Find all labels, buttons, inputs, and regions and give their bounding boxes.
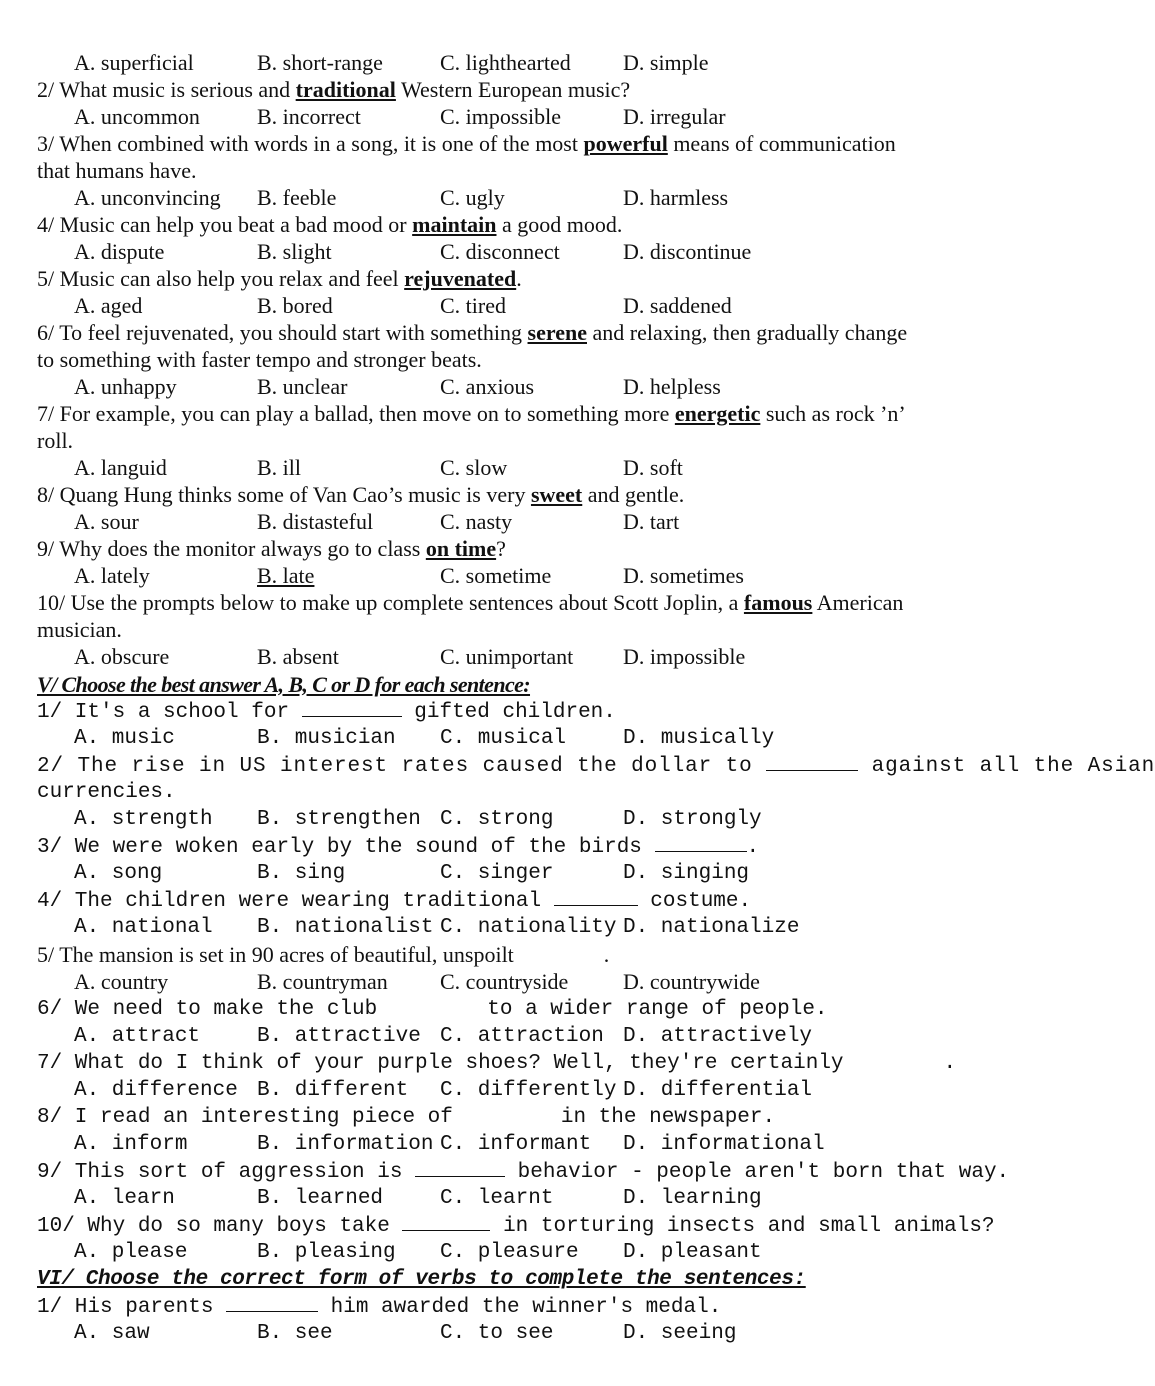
option-a: A. sour — [74, 509, 139, 534]
option-a: A. attract — [74, 1025, 201, 1048]
keyword: sweet — [530, 482, 583, 507]
v-q7-options — [37, 1077, 994, 1104]
keyword: maintain — [412, 212, 497, 237]
v-q5-stem: 5/ The mansion is set in 90 acres of beautiful, unspoilt . — [37, 942, 610, 967]
v-q4-options — [37, 914, 994, 941]
option-b: B. musician — [257, 727, 396, 750]
option-a: A. national — [74, 916, 213, 939]
iv-q6-options — [37, 373, 994, 400]
option-b: B. strengthen — [257, 808, 421, 831]
v-q4-stem: 4/ The children were wearing traditional costume. — [37, 887, 994, 914]
option-c: C. strong — [440, 808, 554, 831]
option-c: C. informant — [440, 1133, 592, 1156]
iv-q3-options — [37, 184, 994, 211]
answer-blank[interactable] — [415, 1158, 505, 1177]
option-c: C. learnt — [440, 1187, 554, 1210]
option-c: C. lighthearted — [440, 50, 571, 75]
option-a: A. uncommon — [74, 104, 200, 129]
v-q9-options — [37, 1185, 994, 1212]
keyword: serene — [527, 320, 587, 345]
v-q7-stem: 7/ What do I think of your purple shoes? Well, they're certainly . — [37, 1052, 957, 1075]
option-b: B. bored — [257, 293, 333, 318]
option-c: C. nasty — [440, 509, 513, 534]
option-a: A. unconvincing — [74, 185, 221, 210]
option-a: A. unhappy — [74, 374, 177, 399]
iv-q9-stem: 9/ Why does the monitor always go to class on time? — [37, 536, 506, 561]
v-q2-stem: 2/ The rise in US interest rates caused the dollar to against all the Asian — [37, 752, 994, 779]
option-c: C. pleasure — [440, 1241, 579, 1264]
option-d: D. soft — [623, 455, 683, 480]
option-b: B. feeble — [257, 185, 337, 210]
keyword: famous — [743, 590, 813, 615]
iv-q6-stem-cont: to something with faster tempo and stronger beats. — [37, 347, 482, 372]
option-d: D. nationalize — [623, 916, 800, 939]
answer-blank[interactable] — [226, 1293, 318, 1312]
option-d: D. musically — [623, 727, 775, 750]
option-b: B. attractive — [257, 1025, 421, 1048]
answer-blank[interactable] — [655, 833, 747, 852]
keyword: rejuvenated — [404, 266, 517, 291]
option-b: B. slight — [257, 239, 332, 264]
option-b: B. learned — [257, 1187, 384, 1210]
option-d: D. learning — [623, 1187, 762, 1210]
iv-q7-stem: 7/ For example, you can play a ballad, then move on to something more energetic such as rock ’n’ — [37, 401, 906, 426]
option-c: C. differently — [440, 1079, 617, 1102]
option-d: D. helpless — [623, 374, 721, 399]
iv-q1-options — [37, 49, 994, 76]
option-d: D. differential — [623, 1079, 813, 1102]
answer-blank[interactable] — [402, 1212, 490, 1231]
iv-q10-options — [37, 643, 994, 670]
answer-blank[interactable] — [554, 887, 638, 906]
iv-q3-stem: 3/ When combined with words in a song, it is one of the most powerful means of communication — [37, 131, 896, 156]
option-c: C. singer — [440, 862, 554, 885]
option-b: B. nationalist — [257, 916, 434, 939]
option-c: C. nationality — [440, 916, 617, 939]
iv-q8-stem: 8/ Quang Hung thinks some of Van Cao’s music is very sweet and gentle. — [37, 482, 685, 507]
v-q8-stem: 8/ I read an interesting piece of in the newspaper. — [37, 1106, 776, 1129]
v-q1-stem: 1/ It's a school for gifted children. — [37, 698, 994, 725]
option-d: D. saddened — [623, 293, 732, 318]
iv-q4-options — [37, 238, 994, 265]
option-a: A. aged — [74, 293, 143, 318]
option-a: A. superficial — [74, 50, 194, 75]
option-c: C. musical — [440, 727, 567, 750]
v-q10-options — [37, 1239, 994, 1266]
iv-q5-stem: 5/ Music can also help you relax and feel rejuvenated. — [37, 266, 522, 291]
option-d: D. discontinue — [623, 239, 752, 264]
keyword: on time — [425, 536, 497, 561]
option-c: C. attraction — [440, 1025, 604, 1048]
option-b: B. sing — [257, 862, 346, 885]
iv-q10-stem: 10/ Use the prompts below to make up complete sentences about Scott Joplin, a famous American — [37, 590, 904, 615]
option-d: D. singing — [623, 862, 750, 885]
option-a: A. please — [74, 1241, 188, 1264]
iv-q2-options — [37, 103, 994, 130]
option-b: B. late — [257, 563, 315, 588]
option-a: A. inform — [74, 1133, 188, 1156]
option-a: A. strength — [74, 808, 213, 831]
v-q5-options — [37, 968, 994, 995]
option-a: A. dispute — [74, 239, 165, 264]
iv-q3-stem-cont: that humans have. — [37, 158, 197, 183]
v-q2-options — [37, 806, 994, 833]
keyword: traditional — [295, 77, 396, 102]
option-a: A. song — [74, 862, 163, 885]
option-b: B. absent — [257, 644, 339, 669]
option-c: C. anxious — [440, 374, 535, 399]
option-d: D. simple — [623, 50, 709, 75]
option-a: A. difference — [74, 1079, 238, 1102]
iv-q5-options — [37, 292, 994, 319]
v-q6-stem: 6/ We need to make the club to a wider range of people. — [37, 998, 828, 1021]
option-c: C. tired — [440, 293, 506, 318]
option-d: D. strongly — [623, 808, 762, 831]
iv-q4-stem: 4/ Music can help you beat a bad mood or maintain a good mood. — [37, 212, 623, 237]
option-b: B. ill — [257, 455, 302, 480]
option-a: A. languid — [74, 455, 167, 480]
option-b: B. short-range — [257, 50, 383, 75]
option-c: C. unimportant — [440, 644, 574, 669]
option-d: D. countrywide — [623, 969, 760, 994]
v-q1-options — [37, 725, 994, 752]
option-d: D. informational — [623, 1133, 825, 1156]
option-b: B. information — [257, 1133, 434, 1156]
answer-blank[interactable] — [302, 698, 402, 717]
option-a: A. obscure — [74, 644, 170, 669]
option-d: D. harmless — [623, 185, 729, 210]
option-d: D. irregular — [623, 104, 726, 129]
vi-q1-options — [37, 1320, 994, 1347]
vi-q1-stem: 1/ His parents him awarded the winner's medal. — [37, 1293, 994, 1320]
iv-q2-stem: 2/ What music is serious and traditional Western European music? — [37, 77, 631, 102]
iv-q10-stem-cont: musician. — [37, 617, 122, 642]
option-b: B. unclear — [257, 374, 348, 399]
section-v-heading: V/ Choose the best answer A, B, C or D for each sentence: — [37, 672, 531, 697]
v-q3-stem: 3/ We were woken early by the sound of the birds . — [37, 833, 994, 860]
keyword: energetic — [674, 401, 761, 426]
v-q3-options — [37, 860, 994, 887]
answer-blank[interactable] — [766, 752, 858, 771]
option-d: D. impossible — [623, 644, 746, 669]
option-d: D. attractively — [623, 1025, 813, 1048]
option-a: A. music — [74, 727, 175, 750]
option-c: C. sometime — [440, 563, 552, 588]
option-d: D. sometimes — [623, 563, 744, 588]
v-q2-stem-cont: currencies. — [37, 781, 176, 804]
option-c: C. countryside — [440, 969, 569, 994]
option-c: C. to see — [440, 1322, 554, 1345]
option-d: D. tart — [623, 509, 680, 534]
option-c: C. slow — [440, 455, 508, 480]
option-b: B. incorrect — [257, 104, 361, 129]
v-q8-options — [37, 1131, 994, 1158]
option-a: A. learn — [74, 1187, 175, 1210]
iv-q6-stem: 6/ To feel rejuvenated, you should start with something serene and relaxing, then gradually change — [37, 320, 908, 345]
option-c: C. disconnect — [440, 239, 560, 264]
option-a: A. lately — [74, 563, 150, 588]
option-c: C. impossible — [440, 104, 562, 129]
option-b: B. different — [257, 1079, 409, 1102]
option-b: B. see — [257, 1322, 333, 1345]
option-b: B. distasteful — [257, 509, 374, 534]
option-b: B. countryman — [257, 969, 388, 994]
v-q10-stem: 10/ Why do so many boys take in torturing insects and small animals? — [37, 1212, 994, 1239]
iv-q9-options — [37, 562, 994, 589]
section-vi-heading: VI/ Choose the correct form of verbs to complete the sentences: — [37, 1268, 806, 1291]
iv-q7-stem-cont: roll. — [37, 428, 74, 453]
v-q9-stem: 9/ This sort of aggression is behavior - people aren't born that way. — [37, 1158, 994, 1185]
keyword: powerful — [583, 131, 668, 156]
option-d: D. seeing — [623, 1322, 737, 1345]
option-d: D. pleasant — [623, 1241, 762, 1264]
option-a: A. saw — [74, 1322, 150, 1345]
v-q6-options — [37, 1023, 994, 1050]
iv-q8-options — [37, 508, 994, 535]
option-c: C. ugly — [440, 185, 505, 210]
iv-q7-options — [37, 454, 994, 481]
option-a: A. country — [74, 969, 169, 994]
option-b: B. pleasing — [257, 1241, 396, 1264]
